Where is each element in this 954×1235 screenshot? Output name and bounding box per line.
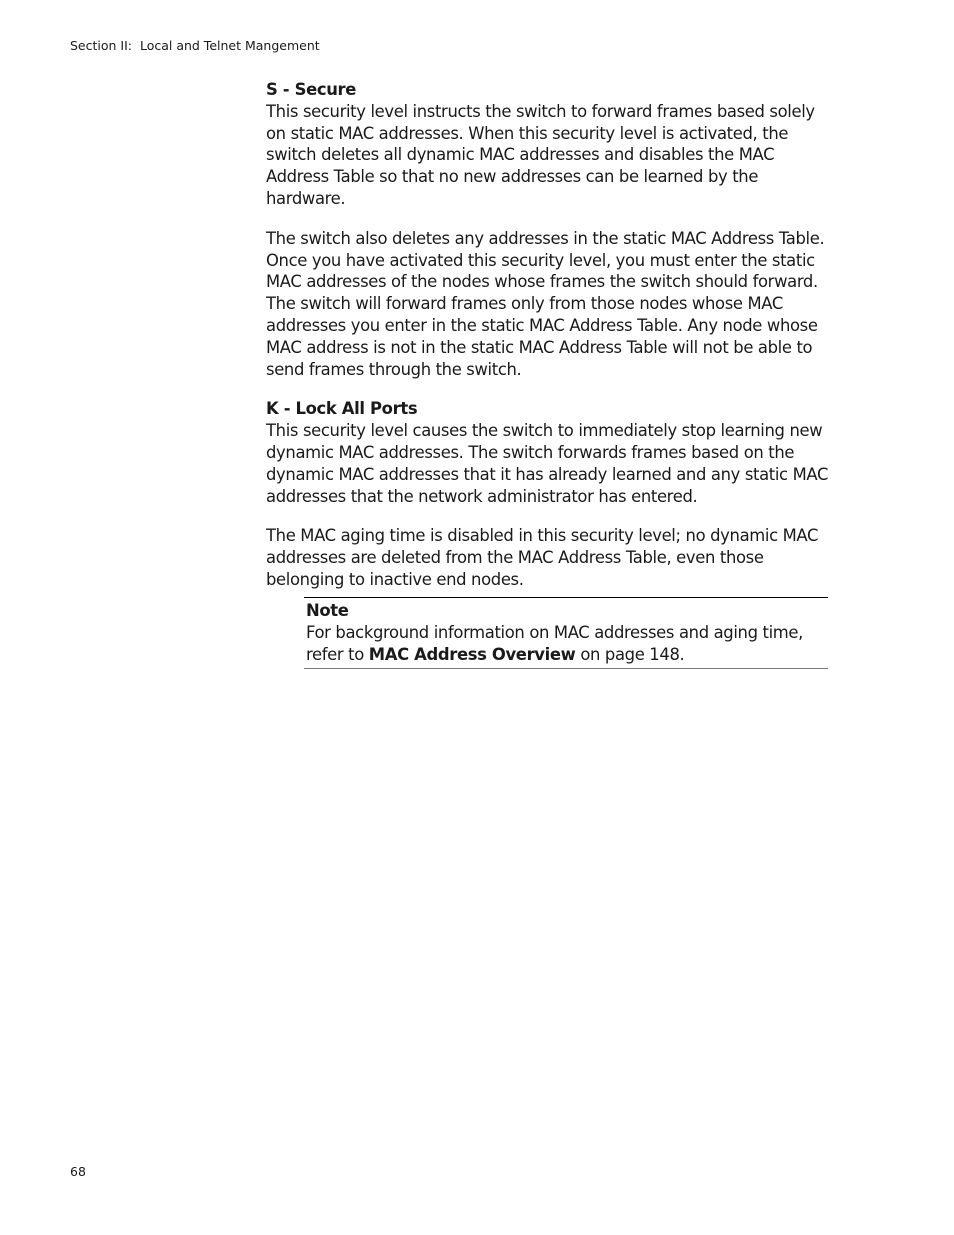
paragraph: The MAC aging time is disabled in this security level; no dynamic MAC addresses are deleted from the MAC Address Table, even those belonging to inactive end nodes. <box>266 526 819 589</box>
running-header: Section II: Local and Telnet Mangement <box>70 38 320 53</box>
note-text: For background information on MAC addresses and aging time, refer to <box>306 622 803 664</box>
paragraph: This security level causes the switch to immediately stop learning new dynamic MAC addresses. The switch forwards frames based on the dynamic MAC addresses that it has already learned and any static MAC addresses that the network administrator has entered. <box>266 421 829 506</box>
section-lock-all-ports <box>266 398 838 590</box>
paragraph: This security level instructs the switch to forward frames based solely on static MAC addresses. When this security level is activated, the switch deletes all dynamic MAC addresses and disables the MAC Address Table so that no new addresses can be learned by the hardware. <box>266 101 815 208</box>
section-secure <box>266 79 838 380</box>
note-title: Note <box>306 601 349 620</box>
page-number: 68 <box>70 1164 86 1179</box>
mac-address-overview-link[interactable]: MAC Address Overview <box>368 644 576 664</box>
main-content <box>266 79 838 609</box>
note-body <box>306 622 828 666</box>
note-box <box>304 597 828 669</box>
paragraph: The switch also deletes any addresses in the static MAC Address Table. Once you have activated this security level, you must enter the static MAC addresses of the nodes whose frames the switch should forward. The switch will forward frames only from those nodes whose MAC addresses you enter in the static MAC Address Table. Any node whose MAC address is not in the static MAC Address Table will not be able to send frames through the switch. <box>266 228 825 379</box>
section-heading-lock-all-ports: K - Lock All Ports <box>266 399 418 419</box>
note-text-after: on page 148. <box>575 644 685 664</box>
section-heading-secure: S - Secure <box>266 80 357 99</box>
